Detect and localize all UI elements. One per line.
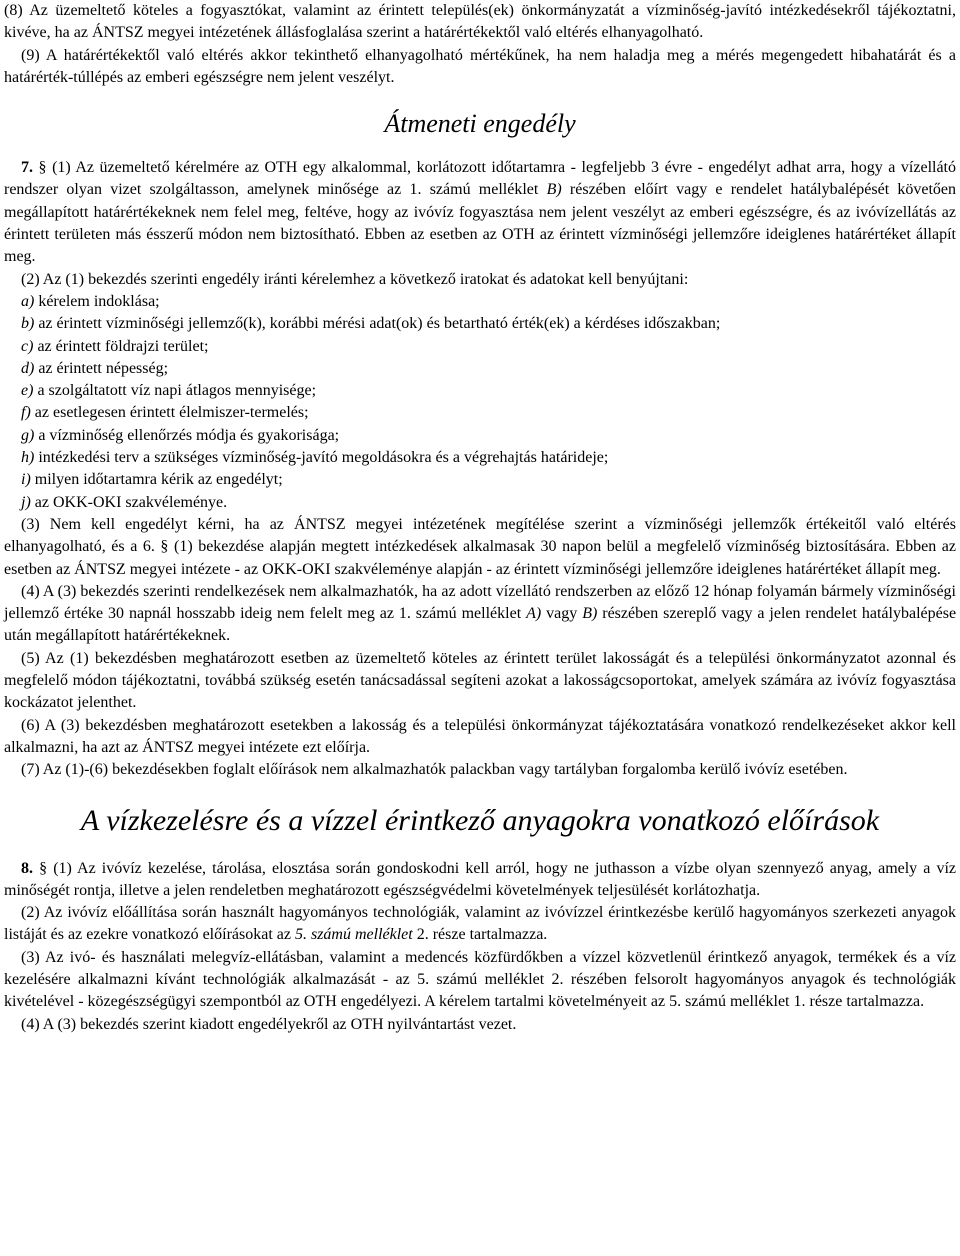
section-8-paragraph-3: (3) Az ivó- és használati melegvíz-ellátásban, valamint a medencés közfürdőkben a vízzel közvetlenül érintkező anyagok, termékek és a víz kezelésére alkalmazni kívánt technológiák alkalmazását - az 5. számú melléklet 2. részében felsorolt hagyományos anyagok és technológiák kivételével - közegészségügyi szempontból az OTH engedélyezi. A kérelem tartalmi követelményeit az 5. számú melléklet 1. része tartalmazza. (4, 948, 956, 1011)
section-7-paragraph-1: 7. § (1) Az üzemeltető kérelmére az OTH egy alkalommal, korlátozott időtartamra - legfeljebb 3 évre - engedélyt adhat arra, hogy a vízellátó rendszer olyan vizet szolgáltasson, amelynek minősége az 1. számú melléklet B) részében előírt vagy e rendelet hatálybalépését követően megállapított határértékeknek nem felel meg, feltéve, hogy az ivóvíz fogyasztása nem jelent veszélyt az emberi egészségre, és az ivóvízellátás az érintett területen más ésszerű módon nem biztosítható. Ebben az esetben az OTH az érintett vízminőségi jellemzőre ideiglenes határértéket állapít meg. (4, 159, 957, 266)
list-item: e) a szolgáltatott víz napi átlagos mennyisége; (21, 382, 317, 400)
section-number: 7. (21, 159, 33, 177)
section-7-paragraph-4: (4) A (3) bekezdés szerinti rendelkezések nem alkalmazhatók, ha az adott vízellátó rendszerben az előző 12 hónap folyamán bármely vízminőségi jellemző értéke 30 napnál hosszabb ideig nem felelt meg az 1. számú melléklet A) vagy B) részében szereplő vagy a jelen rendelet hatálybalépése után megállapított határértékeknek. (4, 582, 957, 645)
section-8-paragraph-1: 8. § (1) Az ivóvíz kezelése, tárolása, elosztása során gondoskodni kell arról, hogy ne juthasson a vízbe olyan szennyező anyag, amely a víz minőségét rontja, illetve a jelen rendeletben meghatározott egészségvédelmi követelmények teljesülését korlátozhatja. (4, 859, 957, 899)
list-item: i) milyen időtartamra kérik az engedélyt; (21, 471, 283, 489)
paragraph-7-8: (8) Az üzemeltető köteles a fogyasztókat, valamint az érintett település(ek) önkormányzatát a vízminőség-javító intézkedésekről tájékoztatni, kivéve, ha az ÁNTSZ megyei intézetének állásfoglalása szerint a határértékektől való eltérés elhanyagolható. (4, 2, 956, 42)
list-item: d) az érintett népesség; (21, 359, 169, 377)
requirements-list (4, 291, 956, 514)
section-7-paragraph-5: (5) Az (1) bekezdésben meghatározott esetben az üzemeltető köteles az érintett terület lakosságát és a települési önkormányzatot azonnal és megfelelő módon tájékoztatni, továbbá szükség esetén tanácsadással segíteni azokat a lakosságcsoportokat, amelyek számára az ivóvíz fogyasztása kockázatot jelenthet. (4, 649, 956, 712)
list-item: g) a vízminőség ellenőrzés módja és gyakorisága; (21, 426, 340, 444)
section-8-paragraph-2: (2) Az ivóvíz előállítása során használt hagyományos technológiák, valamint az ivóvízzel érintkezésbe kerülő hagyományos szerkezeti anyagok listáját és az ezekre vonatkozó előírásokat az 5. számú melléklet 2. része tartalmazza. (4, 904, 956, 944)
section-heading-temporary-permit: Átmeneti engedély (384, 109, 576, 139)
section-7-paragraph-6: (6) A (3) bekezdésben meghatározott esetekben a lakosság és a települési önkormányzat tájékoztatására vonatkozó rendelkezéseket akkor kell alkalmazni, ha azt az ÁNTSZ megyei intézete ezt előírja. (4, 716, 956, 756)
section-sign: § (39, 859, 48, 877)
list-item: h) intézkedési terv a szükséges vízminőség-javító megoldásokra és a végrehajtás határideje; (21, 449, 609, 467)
section-number: 8. (21, 859, 33, 877)
section-heading-water-treatment: A vízkezelésre és a vízzel érintkező anyagokra vonatkozó előírások (80, 803, 880, 837)
section-sign: § (38, 159, 47, 177)
list-item: f) az esetlegesen érintett élelmiszer-termelés; (21, 404, 309, 422)
paragraph-7-9: (9) A határértékektől való eltérés akkor tekinthető elhanyagolható mértékűnek, ha nem haladja meg a mérés megengedett hibahatárát és a határérték-túllépés az emberi egészségre nem jelent veszélyt. (4, 46, 956, 86)
list-item: j) az OKK-OKI szakvéleménye. (21, 493, 228, 511)
section-sign: § (160, 538, 169, 556)
section-7-paragraph-2: (2) Az (1) bekezdés szerinti engedély iránti kérelemhez a következő iratokat és adatokat kell benyújtani: (21, 270, 689, 288)
list-item: a) kérelem indoklása; (21, 292, 160, 310)
section-7-paragraph-3: (3) Nem kell engedélyt kérni, ha az ÁNTSZ megyei intézetének megítélése szerint a vízminőségi jellemzők értékeitől való eltérés elhanyagolható, és a 6. § (1) bekezdése alapján megtett intézkedések alkalmasak 30 napon belül a megfelelő vízminőség biztosítására. Ebben az esetben az ÁNTSZ megyei intézete - az OKK-OKI szakvéleménye alapján - az érintett vízminőségi jellemzőre ideiglenes határértéket állapít meg. (4, 515, 956, 578)
section-8-paragraph-4: (4) A (3) bekezdés szerint kiadott engedélyekről az OTH nyilvántartást vezet. (21, 1015, 517, 1033)
section-7-paragraph-7: (7) Az (1)-(6) bekezdésekben foglalt előírások nem alkalmazhatók palackban vagy tartályban forgalomba kerülő ivóvíz esetében. (21, 761, 848, 779)
list-item: c) az érintett földrajzi terület; (21, 337, 209, 355)
list-item: b) az érintett vízminőségi jellemző(k), korábbi mérési adat(ok) és betartható érték(ek) a kérdéses időszakban; (21, 315, 721, 333)
